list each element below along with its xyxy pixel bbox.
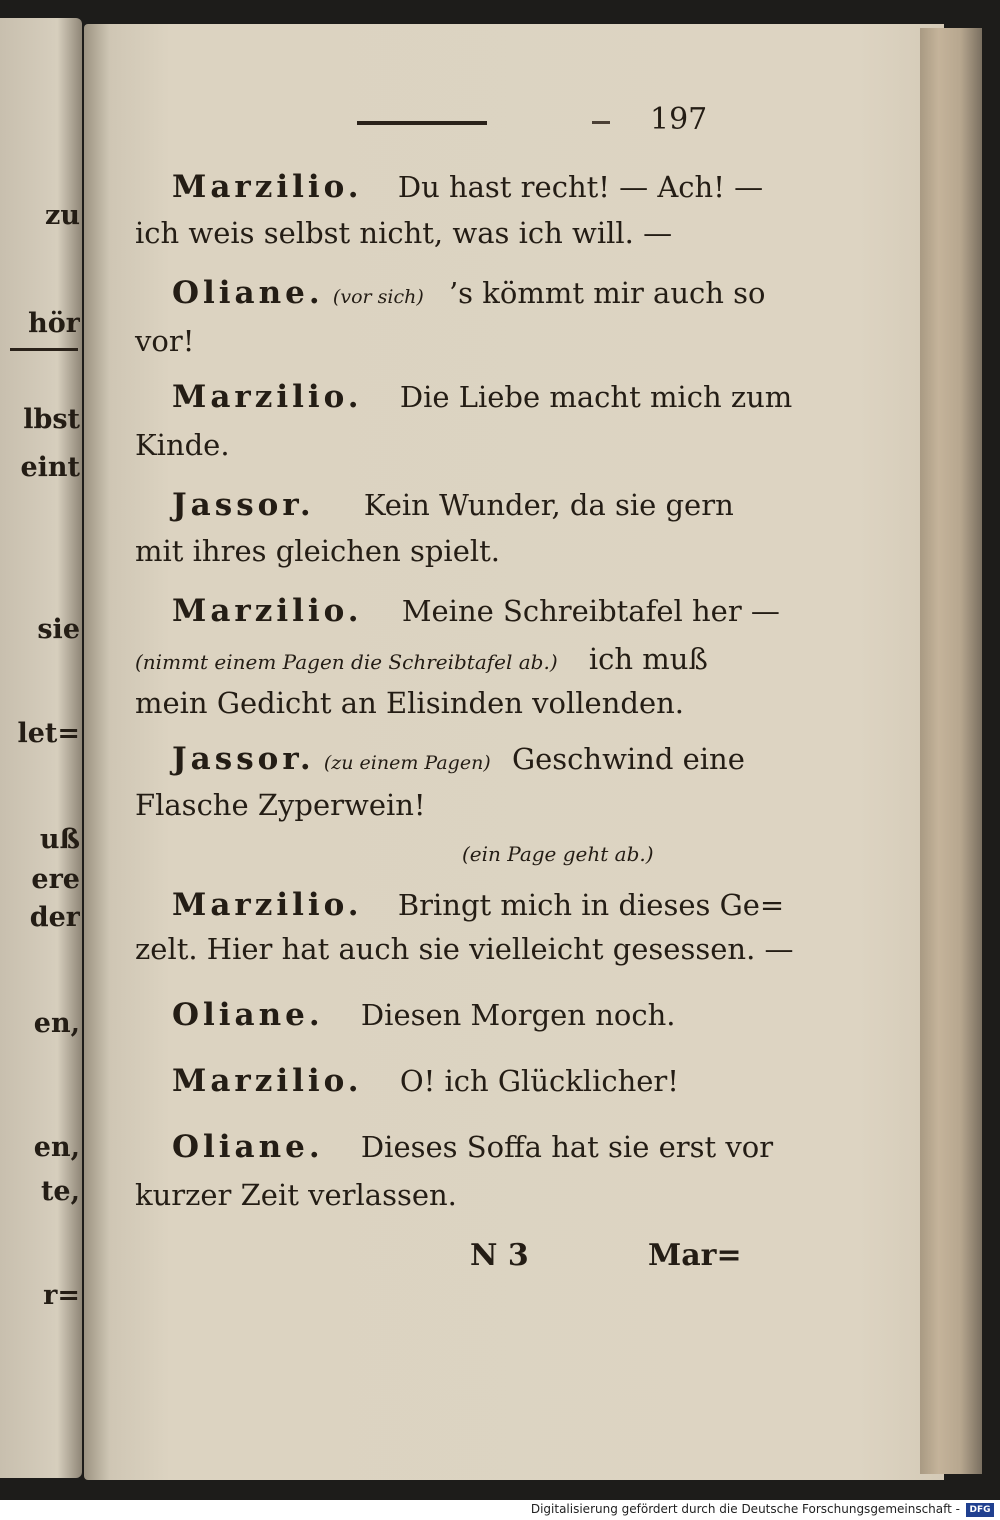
text-line [172,170,763,204]
line-text: Meine Schreibtafel her — [401,594,780,628]
line-text: Kinde. [135,428,230,462]
signature-mark: N 3 [470,1238,529,1273]
text-line [135,324,194,358]
left-fragment: lbst [23,404,80,435]
line-text: O! ich Glücklicher! [399,1064,679,1098]
text-line [172,1064,679,1098]
line-text: ’s kömmt mir auch so [448,276,766,310]
speaker-name: Jassor. [172,487,315,523]
page-number: 197 [650,102,708,137]
left-page-edge [0,18,82,1478]
speaker-name: Marzilio. [172,1063,363,1099]
stage-direction: (nimmt einem Pagen die Schreibtafel ab.) [135,650,558,674]
line-text: Geschwind eine [511,742,745,776]
left-fragment: hör [28,308,80,339]
speaker-name: Marzilio. [172,887,363,923]
attribution-text: Digitalisierung gefördert durch die Deutsche Forschungsgemeinschaft - [530,1502,960,1516]
left-fragment: zu [45,200,80,231]
line-text: Flasche Zyperwein! [135,788,426,822]
header-rule [357,121,487,125]
line-text: zelt. Hier hat auch sie vielleicht gesessen. — [135,932,794,966]
text-line [135,534,500,568]
stage-direction: (vor sich) [332,286,424,308]
left-fragment: uß [39,824,80,855]
text-line [172,380,792,414]
left-fragment: en, [33,1132,80,1163]
page-edge [920,28,982,1474]
line-text: Kein Wunder, da sie gern [363,488,734,522]
text-line [135,1178,457,1212]
text-line [135,428,230,462]
text-line [135,216,672,250]
text-line [172,742,745,780]
speaker-name: Marzilio. [172,593,363,629]
text-line [135,642,708,679]
left-fragment: r= [43,1280,80,1311]
text-line [135,788,426,822]
left-fragment: let= [17,718,80,749]
line-text: mit ihres gleichen spielt. [135,534,501,568]
line-text: Bringt mich in dieses Ge= [397,888,785,922]
left-fragment: der [29,902,80,933]
speaker-name: Oliane. [172,997,324,1033]
line-text: Du hast recht! — Ach! — [397,170,764,204]
text-line [135,686,684,720]
speaker-name: Jassor. [172,741,315,777]
left-fragment: en, [33,1008,80,1039]
dfg-logo: DFG [966,1503,994,1517]
line-text: mein Gedicht an Elisinden vollenden. [135,686,685,720]
line-text: kurzer Zeit verlassen. [135,1178,457,1212]
attribution-bar [0,1500,1000,1520]
text-line [135,932,794,966]
line-text: vor! [135,324,195,358]
left-rule [10,348,78,351]
text-line [172,888,784,922]
line-text: Diesen Morgen noch. [360,998,676,1032]
stage-direction: (ein Page geht ab.) [462,842,654,866]
stage-direction: (zu einem Pagen) [323,752,491,774]
line-text: ich weis selbst nicht, was ich will. — [135,216,673,250]
text-line [462,834,654,871]
text-line [172,594,780,628]
line-text: ich muß [588,642,708,676]
header-dash [592,121,610,124]
speaker-name: Marzilio. [172,379,363,415]
speaker-name: Oliane. [172,275,324,311]
left-fragment: eint [20,452,80,483]
line-text: Die Liebe macht mich zum [399,380,793,414]
speaker-name: Marzilio. [172,169,363,205]
line-text: Dieses Soffa hat sie erst vor [360,1130,774,1164]
text-line [172,998,675,1032]
catchword: Mar= [648,1238,742,1273]
left-fragment: sie [37,614,80,645]
speaker-name: Oliane. [172,1129,324,1165]
left-fragment: ere [31,864,80,895]
text-line [172,1130,773,1164]
text-line [172,488,734,522]
left-fragment: te, [40,1176,80,1207]
text-line [172,276,766,314]
